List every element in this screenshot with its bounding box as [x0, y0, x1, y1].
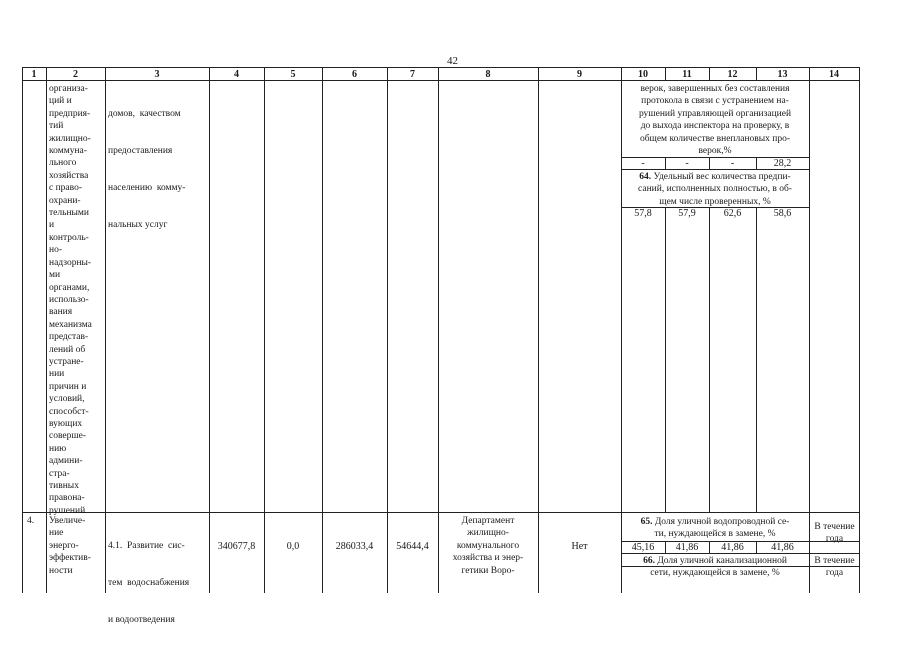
indicator-63-value-13: 28,2: [773, 158, 792, 169]
row4-col5-value: 0,0: [286, 541, 300, 552]
col-header-11: 11: [682, 69, 692, 80]
col-header-5: 5: [290, 69, 296, 80]
row4-col6-value: 286033,4: [335, 541, 374, 552]
row4-goal: Увеличе- ние энерго- эффектив- ности: [49, 516, 91, 576]
col-header-4: 4: [234, 69, 239, 80]
indicator-64-value-11: 57,9: [678, 208, 696, 219]
indicator-65-value-10: 45,16: [631, 542, 655, 553]
row4-col4-value: 340677,8: [217, 541, 256, 552]
col-header-10: 10: [638, 69, 648, 80]
indicator-66-term: В течение года: [814, 556, 855, 579]
row4-col7-value: 54644,4: [396, 541, 429, 552]
col3-text: домов, качеством предоставления населению комму- нальных услуг: [108, 108, 186, 231]
col-header-13: 13: [777, 69, 788, 80]
col-header-6: 6: [352, 69, 357, 80]
col2-text: организа- ций и предприя- тий жилищно- коммуна- льного хозяйства с право- охрани- тельными и контроль- но- надзорны- ми органами, использо- вания механизма представ- лений об устране- нии причин и условий, способст- вующих соверше- нию админи- стра- тивных правона- рушений: [49, 84, 92, 516]
col-header-3: 3: [154, 69, 160, 80]
col-header-9: 9: [577, 69, 582, 80]
indicator-63-value-12: -: [730, 158, 735, 169]
row4-measure: 4.1. Развитие сис- тем водоснабжения и водоотведения: [108, 540, 190, 626]
indicator-64-text: 64. Удельный вес количества предпи- саний, исполненных полностью, в об- щем числе проверенных, %: [638, 172, 792, 207]
indicator-64-value-10: 57,8: [634, 208, 652, 219]
row4-col9-value: Нет: [571, 541, 588, 552]
col-header-12: 12: [727, 69, 738, 80]
col-header-1: 1: [31, 69, 37, 80]
indicator-63-value-10: -: [641, 158, 645, 169]
page-number: 42: [447, 55, 458, 67]
row4-executor: Департамент жилищно- коммунального хозяйства и энер- гетики Воро-: [452, 516, 524, 576]
indicator-63-text: верок, завершенных без составления протокола в связи с устранением на- рушений управляющей организацией до выхода инспектора на проверку, в общем количестве внеплановых про- верок,%: [638, 84, 792, 157]
col-header-14: 14: [829, 69, 839, 80]
indicator-64-value-12: 62,6: [723, 208, 742, 219]
indicator-64-value-13: 58,6: [773, 208, 792, 219]
indicator-66-text: 66. Доля уличной канализационной сети, нуждающейся в замене, %: [643, 556, 787, 579]
indicator-65-value-12: 41,86: [721, 542, 744, 553]
indicator-65-value-11: 41,86: [675, 542, 699, 553]
indicator-65-term: В течение года: [814, 522, 855, 545]
indicator-65-value-13: 41,86: [771, 542, 794, 553]
indicator-63-value-11: -: [685, 158, 689, 169]
col-header-2: 2: [73, 69, 78, 80]
indicator-65-text: 65. Доля уличной водопроводной се- ти, нуждающейся в замене, %: [640, 517, 790, 540]
col-header-7: 7: [410, 69, 415, 80]
row4-number: 4.: [27, 516, 35, 526]
col-header-8: 8: [485, 69, 491, 80]
